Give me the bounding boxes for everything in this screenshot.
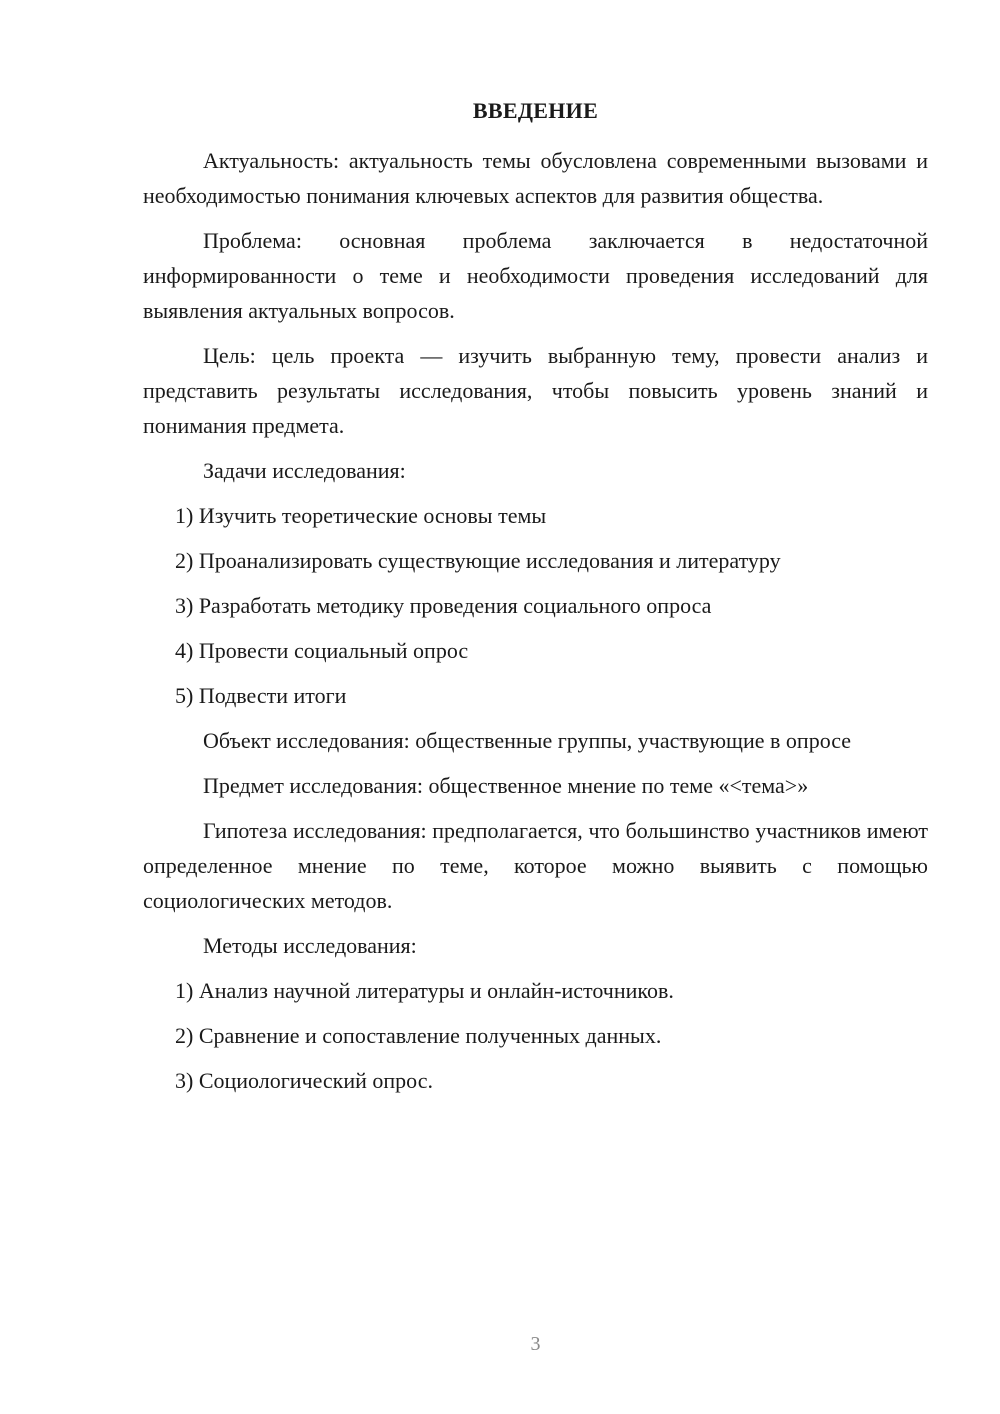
document-body xyxy=(143,143,928,1108)
hypothesis-paragraph: Гипотеза исследования: предполагается, что большинство участников имеют определенное мнение по теме, которое можно выявить с помощью социологических методов. xyxy=(143,818,928,913)
list-item: 2) Проанализировать существующие исследования и литературу xyxy=(175,548,781,573)
subject-paragraph: Предмет исследования: общественное мнение по теме «<тема>» xyxy=(203,773,809,798)
list-item: 1) Анализ научной литературы и онлайн-источников. xyxy=(175,978,674,1003)
problem-paragraph: Проблема: основная проблема заключается в недостаточной информированности о теме и необходимости проведения исследований для выявления актуальных вопросов. xyxy=(143,228,928,323)
methods-heading: Методы исследования: xyxy=(203,933,417,958)
list-item: 2) Сравнение и сопоставление полученных данных. xyxy=(175,1023,662,1048)
page-title: ВВЕДЕНИЕ xyxy=(472,98,599,123)
list-item: 4) Провести социальный опрос xyxy=(175,638,469,663)
list-item: 3) Социологический опрос. xyxy=(175,1068,433,1093)
list-item: 1) Изучить теоретические основы темы xyxy=(175,503,547,528)
tasks-heading: Задачи исследования: xyxy=(203,458,406,483)
goal-paragraph: Цель: цель проекта — изучить выбранную тему, провести анализ и представить результаты исследования, чтобы повысить уровень знаний и понимания предмета. xyxy=(143,343,928,438)
page-number: 3 xyxy=(530,1333,541,1355)
relevance-paragraph: Актуальность: актуальность темы обусловлена современными вызовами и необходимостью понимания ключевых аспектов для развития общества. xyxy=(143,148,928,208)
list-item: 5) Подвести итоги xyxy=(175,683,347,708)
object-paragraph: Объект исследования: общественные группы, участвующие в опросе xyxy=(203,728,852,753)
methods-list xyxy=(143,973,928,1098)
tasks-list xyxy=(143,498,928,713)
list-item: 3) Разработать методику проведения социального опроса xyxy=(175,593,712,618)
